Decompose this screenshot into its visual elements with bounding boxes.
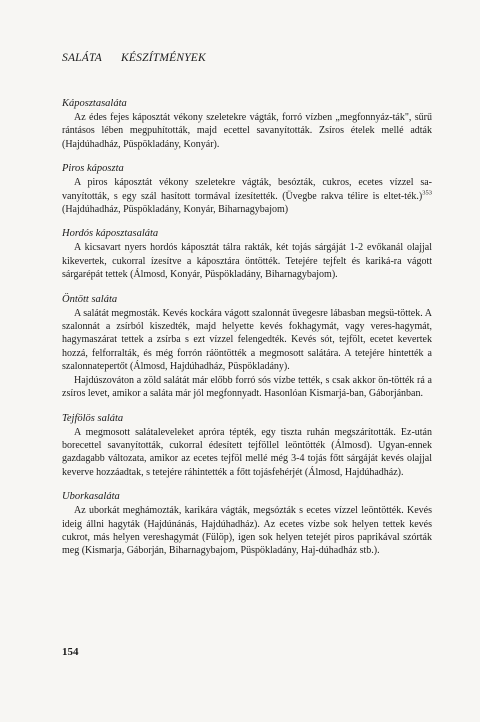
- section-piros-kaposzta: [62, 163, 432, 216]
- paragraph: Hajdúszováton a zöld salátát már előbb forró sós vízbe tették, s csak akkor ön-tötték rá a zsíros levet, amikor a saláta már jól megfonnyadt. Hasonlóan Kismarjá-ban, Gáborjánban.: [62, 374, 432, 400]
- section-title: Öntött saláta: [62, 293, 118, 305]
- page-number: 154: [62, 646, 79, 658]
- header-left: SALÁTA: [62, 52, 102, 64]
- paragraph: A kicsavart nyers hordós káposztát tálra rakták, két tojás sárgáját 1-2 evőkanál olajjal kikevertek, cukorral ízesítve a káposztára öntötték. Tetejére tejfelt és kariká-ra vágott sárgarépát tettek (Álmosd, Konyár, Püspökladány, Biharnagybajom).: [62, 242, 432, 281]
- paragraph: [62, 176, 432, 216]
- paragraph: A megmosott salátaleveleket apróra tépték, egy tiszta ruhán megszárították. Ez-után borecettel savanyították, cukorral édesített tejföllel leöntötték (Álmosd). Ugyan-ennek gazdagabb változata, amikor az ecetes tejföl mellé még 3-4 tojás főtt sárgáját kevés olajjal keverve hozzáadtak, s tetejére ráhintették a főtt tojásfehérjét (Álmosd, Hajdúhadház).: [62, 426, 432, 478]
- section-title: Piros káposzta: [62, 163, 124, 175]
- section-ontott-salata: [62, 294, 432, 401]
- paragraph: Az édes fejes káposztát vékony szeletekre vágták, forró vízben „megfonnyáz-ták", sűrű rántásos lében megpuhították, majd ecettel savanyították. Zsíros ételek mellé adták (Hajdúhadház, Püspökladány, Konyár).: [62, 112, 432, 150]
- paragraph: A salátát megmosták. Kevés kockára vágott szalonnát üvegesre lábasban megsü-töttek. A szalonnát a zsírból kiszedték, majd helyette kevés fokhagymát, vagy veres-hagymát, hagymaszárat tettek a zsírba s ezt vízzel felengedték. Kevés sót, tejfölt, ecetet kevertek hozzá, felforralták, és még forrón ráöntötték a megmosott salátára. A tetejére hintették a szalonnatepertőt (Álmosd, Hajdúhadház, Püspökladány).: [62, 307, 432, 373]
- section-tejfolos-salata: [62, 413, 432, 480]
- running-header: [62, 52, 432, 64]
- section-title: Káposztasaláta: [62, 98, 127, 109]
- paragraph-locations: (Hajdúhadház, Püspökladány, Konyár, Biharnagybajom): [62, 204, 289, 216]
- section-uborkasalata: [62, 491, 432, 558]
- section-hordos-kaposztasalata: [62, 228, 432, 281]
- footnote-marker: 353: [422, 189, 432, 197]
- paragraph: Az uborkát meghámozták, karikára vágták, megsózták s ecetes vízzel leöntötték. Kevés ideig állni hagyták (Hajdúnánás, Hajdúhadház). Az ecetes vízbe sok helyen tettek kevés cukrot, más helyen vereshagymát (Fülöp), igen sok helyen tetejét piros paprikával szórták meg (Kismarja, Gáborján, Biharnagybajom, Püspökladány, Haj-dúhadház stb.).: [62, 505, 432, 557]
- section-title: Tejfölös saláta: [62, 412, 124, 424]
- paragraph-text: A piros káposztát vékony szeletekre vágták, besózták, cukros, ecetes vízzel sa-vanyították, s egy szál hasított tormával ízesítették. (Üvegbe rakva télire is eltet-ték.): [62, 177, 432, 202]
- section-kaposztasalata: [62, 98, 432, 151]
- section-title: Hordós káposztasaláta: [62, 228, 159, 240]
- header-right: KÉSZÍTMÉNYEK: [121, 52, 206, 64]
- book-page: [62, 46, 432, 558]
- section-title: Uborkasaláta: [62, 491, 120, 503]
